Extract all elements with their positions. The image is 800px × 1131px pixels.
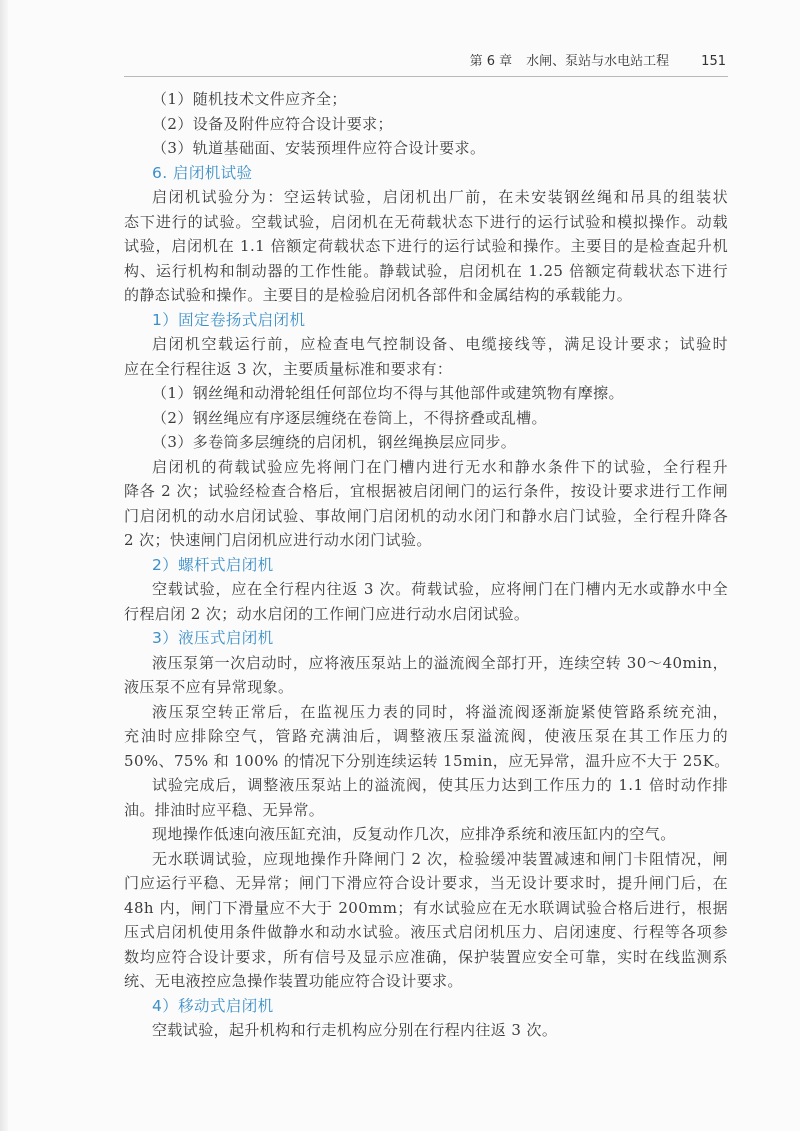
section-heading: 6. 启闭机试验 [152, 163, 253, 182]
running-header [470, 50, 726, 69]
paragraph-line: 试验，启闭机在 1.1 倍额定荷载状态下进行的运行试验和操作。主要目的是检查起升机 [124, 237, 728, 255]
paragraph-line: 启闭机的荷载试验应先将闸门在门槽内进行无水和静水条件下的试验，全行程升 [152, 457, 728, 476]
paragraph-line: 液压泵空转正常后，在监视压力表的同时，将溢流阀逐渐旋紧使管路系统充油， [152, 702, 728, 721]
chapter-title: 水闸、泵站与水电站工程 [526, 54, 670, 69]
paragraph-line: 态下进行的试验。空载试验，启闭机在无荷载状态下进行的运行试验和模拟操作。动载 [124, 212, 728, 231]
paragraph-line: 门启闭机的动水启闭试验、事故闸门启闭机的动水闭门和静水启门试验，全行程升降各 [124, 506, 728, 525]
list-item: （3）多卷筒多层缠绕的启闭机，钢丝绳换层应同步。 [152, 433, 517, 451]
paragraph-line: 50%、75% 和 100% 的情况下分别连续运转 15min，应无异常，温升应不大于 25K。 [124, 751, 730, 770]
paragraph-line: 充油时应排除空气，管路充满油后，调整液压泵溢流阀，使液压泵在其工作压力的 [124, 727, 728, 745]
paragraph-line: 的静态试验和操作。主要目的是检验启闭机各部件和金属结构的承载能力。 [124, 286, 633, 304]
paragraph-line: 行程启闭 2 次；动水启闭的工作闸门应进行动水启闭试验。 [124, 604, 530, 623]
list-item: （2）钢丝绳应有序逐层缠绕在卷筒上，不得挤叠或乱槽。 [152, 408, 547, 427]
paragraph-line: 48h 内，闸门下滑量应不大于 200mm；有水试验应在无水联调试验合格后进行，根据 [124, 898, 728, 917]
paragraph-line: 油。排油时应平稳、无异常。 [124, 800, 325, 819]
paragraph-line: 降各 2 次；试验经检查合格后，宜根据被启闭闸门的运行条件，按设计要求进行工作闸 [124, 482, 728, 500]
paragraph-line: 压式启闭机使用条件做静水和动水试验。液压式启闭机压力、启闭速度、行程等各项参 [124, 923, 728, 941]
section-heading: 2）螺杆式启闭机 [152, 555, 274, 574]
paragraph-line: 空载试验，应在全行程内往返 3 次。荷载试验，应将闸门在门槽内无水或静水中全 [152, 580, 728, 598]
list-item: （3）轨道基础面、安装预埋件应符合设计要求。 [152, 139, 486, 157]
paragraph-line: 试验完成后，调整液压泵站上的溢流阀，使其压力达到工作压力的 1.1 倍时动作排 [152, 776, 728, 794]
paragraph-line: 数均应符合设计要求，所有信号及显示应准确，保护装置应安全可靠，实时在线监测系 [124, 947, 728, 966]
paragraph-line: 启闭机空载运行前，应检查电气控制设备、电缆接线等，满足设计要求；试验时 [152, 335, 728, 353]
page-number: 151 [701, 54, 726, 69]
paragraph-line: 2 次；快速闸门启闭机应进行动水闭门试验。 [124, 531, 432, 549]
section-heading: 4）移动式启闭机 [152, 996, 274, 1015]
header-rule [124, 76, 728, 77]
list-item: （2）设备及附件应符合设计要求； [152, 114, 393, 133]
list-item: （1）随机技术文件应齐全； [152, 90, 347, 108]
section-heading: 3）液压式启闭机 [152, 629, 274, 647]
page-body [124, 87, 728, 1043]
paragraph-line: 应在全行程往返 3 次，主要质量标准和要求有： [124, 359, 453, 378]
page-spine-shadow [0, 0, 8, 1131]
chapter-number: 第 6 章 [469, 54, 513, 69]
paragraph-line: 启闭机试验分为：空运转试验，启闭机出厂前，在未安装钢丝绳和吊具的组装状 [152, 188, 728, 206]
paragraph-line: 空载试验，起升机构和行走机构应分别在行程内往返 3 次。 [152, 1021, 558, 1039]
paragraph-line: 门应运行平稳、无异常；闸门下滑应符合设计要求，当无设计要求时，提升闸门后，在 [124, 874, 728, 892]
paragraph-line: 无水联调试验，应现地操作升降闸门 2 次，检验缓冲装置减速和闸门卡阻情况，闸 [152, 849, 728, 868]
paragraph-line: 液压泵不应有异常现象。 [124, 678, 294, 696]
paragraph-line: 现地操作低速向液压缸充油，反复动作几次，应排净系统和液压缸内的空气。 [152, 825, 676, 843]
list-item: （1）钢丝绳和动滑轮组任何部位均不得与其他部件或建筑物有摩擦。 [152, 384, 624, 402]
section-heading: 1）固定卷扬式启闭机 [152, 310, 306, 329]
paragraph-line: 构、运行机构和制动器的工作性能。静载试验，启闭机在 1.25 倍额定荷载状态下进行 [124, 261, 728, 280]
paragraph-line: 液压泵第一次启动时，应将液压泵站上的溢流阀全部打开，连续空转 30～40min， [152, 653, 728, 672]
paragraph-line: 统、无电液控应急操作装置功能应符合设计要求。 [124, 972, 463, 990]
